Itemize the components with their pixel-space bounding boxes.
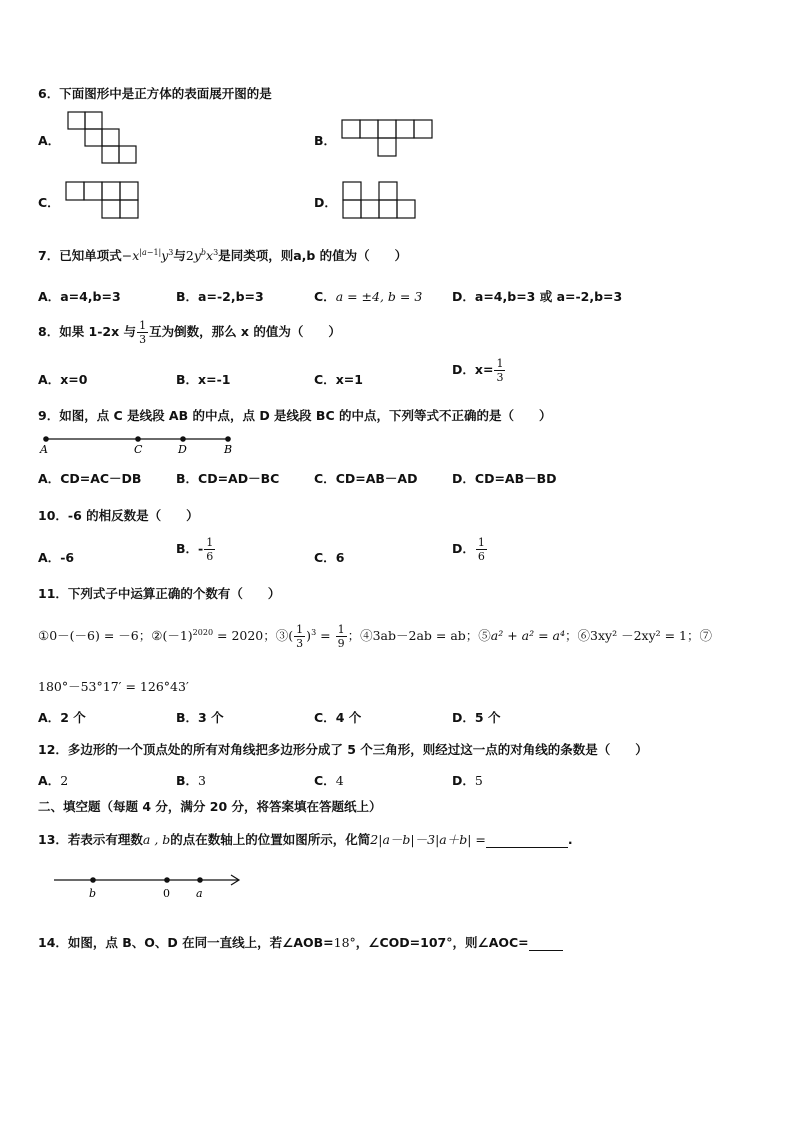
q12-stem: 12．多边形的一个顶点处的所有对角线把多边形分成了 5 个三角形，则经过这一点的对角线的条数是（ ）: [38, 742, 648, 757]
q10-option-c[interactable]: C．6: [314, 550, 345, 565]
q10-stem: 10．-6 的相反数是（ ）: [38, 508, 199, 523]
q9-option-b[interactable]: B．CD=AD－BC: [176, 471, 280, 486]
q6-stem: 6．下面图形中是正方体的表面展开图的是: [38, 86, 272, 101]
q9-option-d[interactable]: D．CD=AB－BD: [452, 471, 557, 486]
axis-label-a: a: [196, 887, 203, 900]
q10-option-a[interactable]: A．-6: [38, 550, 75, 565]
point-c: [135, 436, 141, 442]
q11-item-3: ③( $\frac{1}{3}$ )$^3$ = $\frac{1}{9}$: [275, 623, 345, 650]
q8-stem: 8．如果 1-2x 与 $\frac{1}{3}$ 互为倒数，那么 x 的值为（ ）: [38, 319, 341, 346]
q13-vars: a , b: [142, 832, 171, 847]
q8-option-d[interactable]: D．x= $\frac{1}{3}$: [452, 357, 504, 384]
q7-option-d[interactable]: D．a=4,b=3 或 a=-2,b=3: [452, 289, 623, 304]
q7-option-c[interactable]: C．a = ±4, b = 3: [314, 289, 423, 304]
q6-option-b-label[interactable]: B．: [314, 133, 337, 148]
q7-monomial-2: $2y^bx^3$: [185, 247, 219, 263]
q11-item-6: ；⑥3xy² －2xy² = 1；⑦: [565, 628, 713, 643]
q12-option-d[interactable]: D．5: [452, 773, 483, 788]
q8-option-c[interactable]: C．x=1: [314, 372, 363, 387]
q11-stem: 11．下列式子中运算正确的个数有（ ）: [38, 586, 281, 601]
label-a: A: [40, 443, 48, 456]
q11-item-4: ；④3ab－2ab = ab；⑤: [347, 628, 491, 643]
axis-label-zero: 0: [163, 887, 170, 900]
q12-option-c[interactable]: C．4: [314, 773, 344, 788]
axis-label-b: b: [89, 887, 97, 900]
section-heading-fill-blank: 二、填空题（每题 4 分，满分 20 分，将答案填在答题纸上）: [38, 799, 382, 814]
q11-item-2: $②(-1)^{2020} = 2020$；: [151, 627, 276, 643]
q11-item-5: a² + a² = a⁴: [490, 628, 566, 643]
q7-suffix: 是同类项，则a,b 的值为（ ）: [218, 248, 408, 263]
q7-stem: [38, 246, 407, 264]
q13-stem: 13．若表示有理数a , b的点在数轴上的位置如图所示，化简2|a－b|－3|a＋b| = .: [38, 832, 573, 847]
label-d: D: [178, 443, 187, 456]
q7-monomial-1: $-x^{|a-1|}y^3$: [121, 247, 174, 263]
q6-option-b-net: [342, 120, 434, 158]
point-zero-dot: [164, 877, 170, 883]
q7-option-b[interactable]: B．a=-2,b=3: [176, 289, 264, 304]
q9-option-c[interactable]: C．CD=AB－AD: [314, 471, 418, 486]
q9-option-a[interactable]: A．CD=AC－DB: [38, 471, 142, 486]
q11-option-b[interactable]: B．3 个: [176, 710, 224, 725]
q10-option-b[interactable]: B．- $\frac{1}{6}$: [176, 536, 214, 563]
q11-option-a[interactable]: A．2 个: [38, 710, 86, 725]
q11-item-1: ①0－(－6) = －6；: [38, 628, 152, 643]
point-b: [225, 436, 231, 442]
q11-item-7: 180°－53°17′ = 126°43′: [38, 679, 189, 694]
q12-option-a[interactable]: A．2: [38, 773, 69, 788]
q10-option-b-fraction: $\frac{1}{6}$: [206, 536, 214, 563]
q11-option-d[interactable]: D．5 个: [452, 710, 501, 725]
label-c: C: [134, 443, 143, 456]
q12-option-b[interactable]: B．3: [176, 773, 206, 788]
q6-option-a-net: [68, 112, 142, 166]
q10-option-d[interactable]: D． $\frac{1}{6}$: [452, 536, 485, 563]
q8-option-d-fraction: $\frac{1}{3}$: [496, 357, 504, 384]
q11-option-c[interactable]: C．4 个: [314, 710, 362, 725]
q9-stem: 9．如图，点 C 是线段 AB 的中点，点 D 是线段 BC 的中点，下列等式不正确的是（ ）: [38, 408, 552, 423]
q6-option-a-label[interactable]: A．: [38, 133, 61, 148]
point-b-dot: [90, 877, 96, 883]
q8-fraction: $\frac{1}{3}$: [139, 319, 147, 346]
q10-option-d-fraction: $\frac{1}{6}$: [477, 536, 485, 563]
label-b: B: [224, 443, 233, 456]
point-d: [180, 436, 186, 442]
q6-option-d-label[interactable]: D．: [314, 195, 337, 210]
q11-expressions: [38, 624, 712, 649]
q6-option-d-net: [343, 182, 419, 220]
q14-answer-blank[interactable]: [529, 935, 563, 951]
q8-option-b[interactable]: B．x=-1: [176, 372, 231, 387]
q7-option-a[interactable]: A．a=4,b=3: [38, 289, 121, 304]
q7-prefix: 7．已知单项式: [38, 248, 122, 263]
point-a-dot: [197, 877, 203, 883]
q7-mid: 与: [173, 248, 186, 263]
q14-stem: 14．如图，点 B、O、D 在同一直线上，若∠AOB=18°，∠COD=107°，则∠AOC=: [38, 933, 563, 951]
point-a: [43, 436, 49, 442]
q9-segment-figure: [40, 432, 240, 458]
q14-angle: 18°: [333, 935, 356, 950]
q13-answer-blank[interactable]: [486, 832, 568, 848]
q8-option-a[interactable]: A．x=0: [38, 372, 88, 387]
q13-number-line: [54, 870, 246, 900]
q6-option-c-net: [66, 182, 142, 220]
q13-expression: 2|a－b|－3|a＋b| =: [370, 832, 486, 847]
q6-option-c-label[interactable]: C．: [38, 195, 60, 210]
